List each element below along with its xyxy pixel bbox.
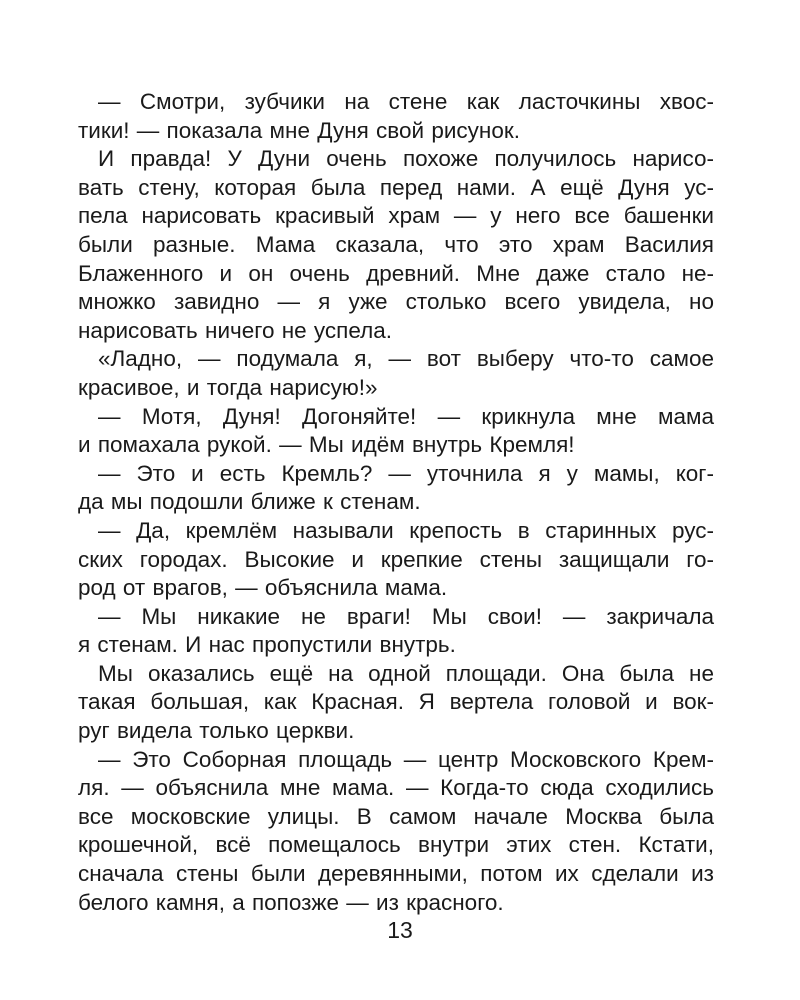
text-line: сначала стены были деревянными, потом их сделали из — [78, 861, 714, 887]
text-line: — Да, кремлём называли крепость в старинных рус- — [98, 517, 714, 543]
text-line: пела нарисовать красивый храм — у него все башенки — [78, 203, 714, 229]
text-line: — Это Соборная площадь — центр Московского Крем- — [98, 746, 714, 772]
text-line: И правда! У Дуни очень похоже получилось нарисо- — [98, 146, 714, 172]
text-line: вать стену, которая была перед нами. А ещё Дуня ус- — [78, 174, 714, 200]
text-line: нарисовать ничего не успела. — [78, 317, 393, 343]
text-line: «Ладно, — подумала я, — вот выберу что-то самое — [98, 346, 714, 372]
paragraph — [78, 345, 714, 402]
text-line: руг видела только церкви. — [78, 718, 355, 744]
paragraph — [78, 660, 714, 746]
paragraph — [78, 746, 714, 918]
text-line: — Мотя, Дуня! Догоняйте! — крикнула мне мама — [98, 403, 714, 429]
text-line: да мы подошли ближе к стенам. — [78, 489, 421, 515]
text-line: множко завидно — я уже столько всего увидела, но — [78, 289, 714, 315]
text-line: белого камня, а попозже — из красного. — [78, 889, 504, 915]
text-line: я стенам. И нас пропустили внутрь. — [78, 632, 456, 658]
text-line: все московские улицы. В самом начале Москва была — [78, 803, 714, 829]
text-line: — Мы никакие не враги! Мы свои! — закричала — [98, 603, 714, 629]
text-line: — Смотри, зубчики на стене как ласточкины хвос- — [98, 89, 714, 114]
page-number: 13 — [387, 917, 413, 943]
paragraph — [78, 145, 714, 345]
text-line: ских городах. Высокие и крепкие стены защищали го- — [78, 546, 714, 572]
text-line: род от врагов, — объяснила мама. — [78, 575, 448, 601]
text-line: и помахала рукой. — Мы идём внутрь Кремля! — [78, 432, 575, 458]
text-line: ля. — объяснила мне мама. — Когда-то сюда сходились — [78, 775, 714, 801]
text-line: такая большая, как Красная. Я вертела головой и вок- — [78, 689, 714, 715]
page-body — [78, 88, 714, 917]
text-line: красивое, и тогда нарисую!» — [78, 374, 378, 400]
text-line: тики! — показала мне Дуня свой рисунок. — [78, 117, 520, 143]
paragraph — [78, 603, 714, 660]
text-line: крошечной, всё помещалось внутри этих стен. Кстати, — [78, 832, 714, 858]
text-line: Мы оказались ещё на одной площади. Она была не — [98, 660, 714, 686]
text-line: были разные. Мама сказала, что это храм Василия — [78, 231, 714, 257]
paragraph — [78, 403, 714, 460]
paragraph — [78, 88, 714, 145]
text-line: — Это и есть Кремль? — уточнила я у мамы, ког- — [98, 460, 714, 486]
paragraph — [78, 460, 714, 517]
text-line: Блаженного и он очень древний. Мне даже стало не- — [78, 260, 714, 286]
paragraph — [78, 517, 714, 603]
